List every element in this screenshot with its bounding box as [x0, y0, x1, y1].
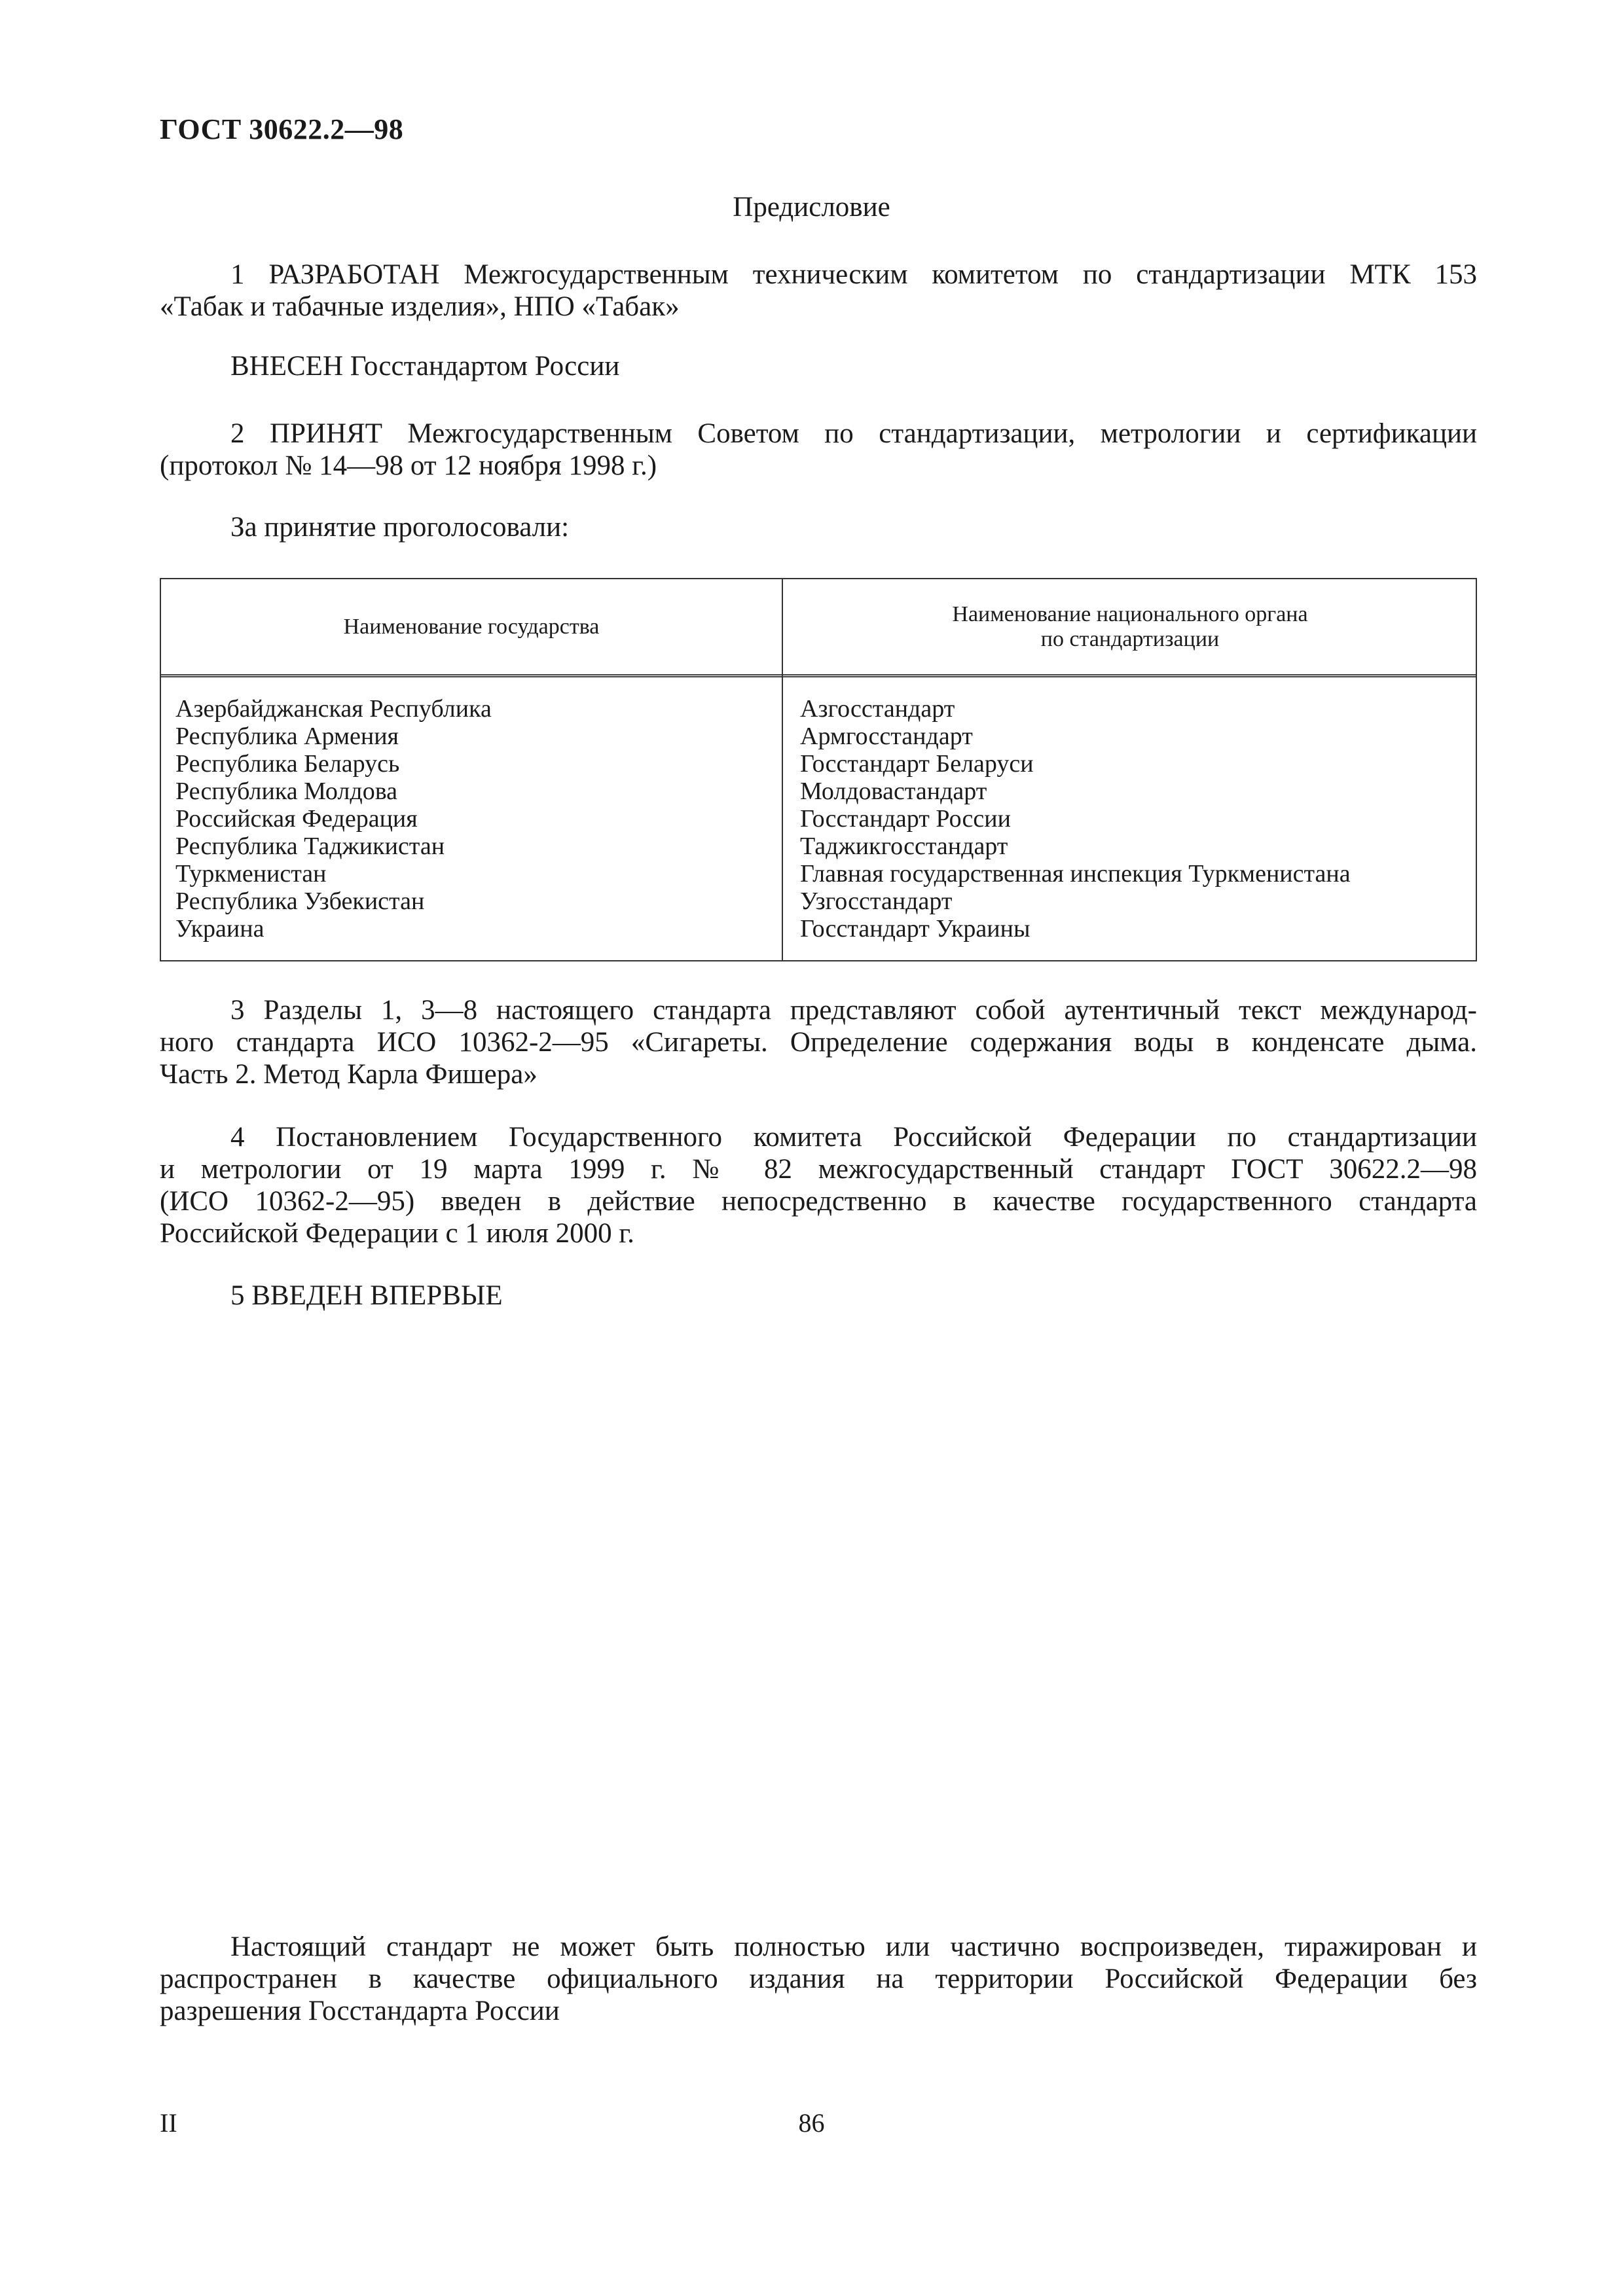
- standards-body-name: Армгосстандарт: [800, 723, 973, 750]
- item-4-line: (ИСО 10362-2—95) введен в действие непосредственно в качестве государственного стандарта: [160, 1186, 1477, 1217]
- standards-body-name: Госстандарт Беларуси: [800, 750, 1034, 778]
- standards-body-name: Главная государственная инспекция Туркменистана: [800, 860, 1351, 888]
- standards-body-name: Узгосстандарт: [800, 888, 953, 915]
- standards-body-name: Азгосстандарт: [800, 695, 955, 723]
- standards-body-name: Госстандарт Украины: [800, 915, 1030, 942]
- header-standards-body: [783, 579, 1477, 674]
- page-roman-numeral: II: [160, 2108, 177, 2138]
- bodies-column: [800, 695, 1351, 942]
- document-code: ГОСТ 30622.2—98: [160, 113, 404, 145]
- voted-label: За принятие проголосовали:: [230, 512, 570, 543]
- column-divider: [782, 579, 783, 960]
- state-name: Республика Армения: [175, 723, 399, 750]
- state-name: Республика Таджикистан: [175, 833, 445, 860]
- voting-table: [160, 578, 1477, 961]
- standards-body-name: Госстандарт России: [800, 805, 1011, 833]
- state-name: Республика Узбекистан: [175, 888, 425, 915]
- state-name: Республика Беларусь: [175, 750, 400, 778]
- state-name: Украина: [175, 915, 264, 942]
- item-4-line: Российской Федерации с 1 июля 2000 г.: [160, 1218, 634, 1249]
- state-name: Республика Молдова: [175, 778, 398, 805]
- item-2-line: 2 ПРИНЯТ Межгосударственным Советом по стандартизации, метрологии и сертификации: [230, 418, 1477, 449]
- item-2-line: (протокол № 14—98 от 12 ноября 1998 г.): [160, 450, 657, 481]
- item-5-line: 5 ВВЕДЕН ВПЕРВЫЕ: [230, 1280, 503, 1311]
- copyright-line: Настоящий стандарт не может быть полностью или частично воспроизведен, тиражирован и: [230, 1931, 1477, 1962]
- voting-table-header: [161, 579, 1476, 677]
- item-3-line: Часть 2. Метод Карла Фишера»: [160, 1059, 538, 1090]
- header-standards-body-line: по стандартизации: [1040, 626, 1220, 651]
- header-state: Наименование государства: [343, 614, 600, 639]
- state-name: Азербайджанская Республика: [175, 695, 492, 723]
- item-4-line: и метрологии от 19 марта 1999 г. № 82 межгосударственный стандарт ГОСТ 30622.2—98: [160, 1154, 1477, 1185]
- item-1-paragraph: [160, 259, 1477, 323]
- item-4-paragraph: [160, 1121, 1477, 1249]
- item-1-line: 1 РАЗРАБОТАН Межгосударственным техническим комитетом по стандартизации МТК 153: [230, 259, 1477, 290]
- copyright-line: распространен в качестве официального издания на территории Российской Федерации без: [160, 1964, 1477, 1994]
- copyright-line: разрешения Госстандарта России: [160, 1996, 560, 2026]
- introduced-line: ВНЕСЕН Госстандартом России: [230, 351, 620, 382]
- states-column: [175, 695, 492, 942]
- state-name: Туркменистан: [175, 860, 327, 888]
- copyright-notice: [160, 1931, 1477, 2027]
- header-standards-body-line: Наименование национального органа: [952, 601, 1308, 626]
- state-name: Российская Федерация: [175, 805, 418, 833]
- item-2-paragraph: [160, 418, 1477, 482]
- item-3-line: 3 Разделы 1, 3—8 настоящего стандарта представляют собой аутентичный текст международ-: [230, 995, 1477, 1026]
- standards-body-name: Молдовастандарт: [800, 778, 987, 805]
- standards-body-name: Таджикгосстандарт: [800, 833, 1008, 860]
- item-3-paragraph: [160, 994, 1477, 1090]
- item-4-line: 4 Постановлением Государственного комитета Российской Федерации по стандартизации: [230, 1122, 1477, 1153]
- section-title: Предисловие: [733, 192, 890, 223]
- item-1-line: «Табак и табачные изделия», НПО «Табак»: [160, 291, 680, 322]
- item-3-line: ного стандарта ИСО 10362-2—95 «Сигареты. Определение содержания воды в конденсате дыма.: [160, 1027, 1477, 1058]
- page-number: 86: [798, 2108, 825, 2138]
